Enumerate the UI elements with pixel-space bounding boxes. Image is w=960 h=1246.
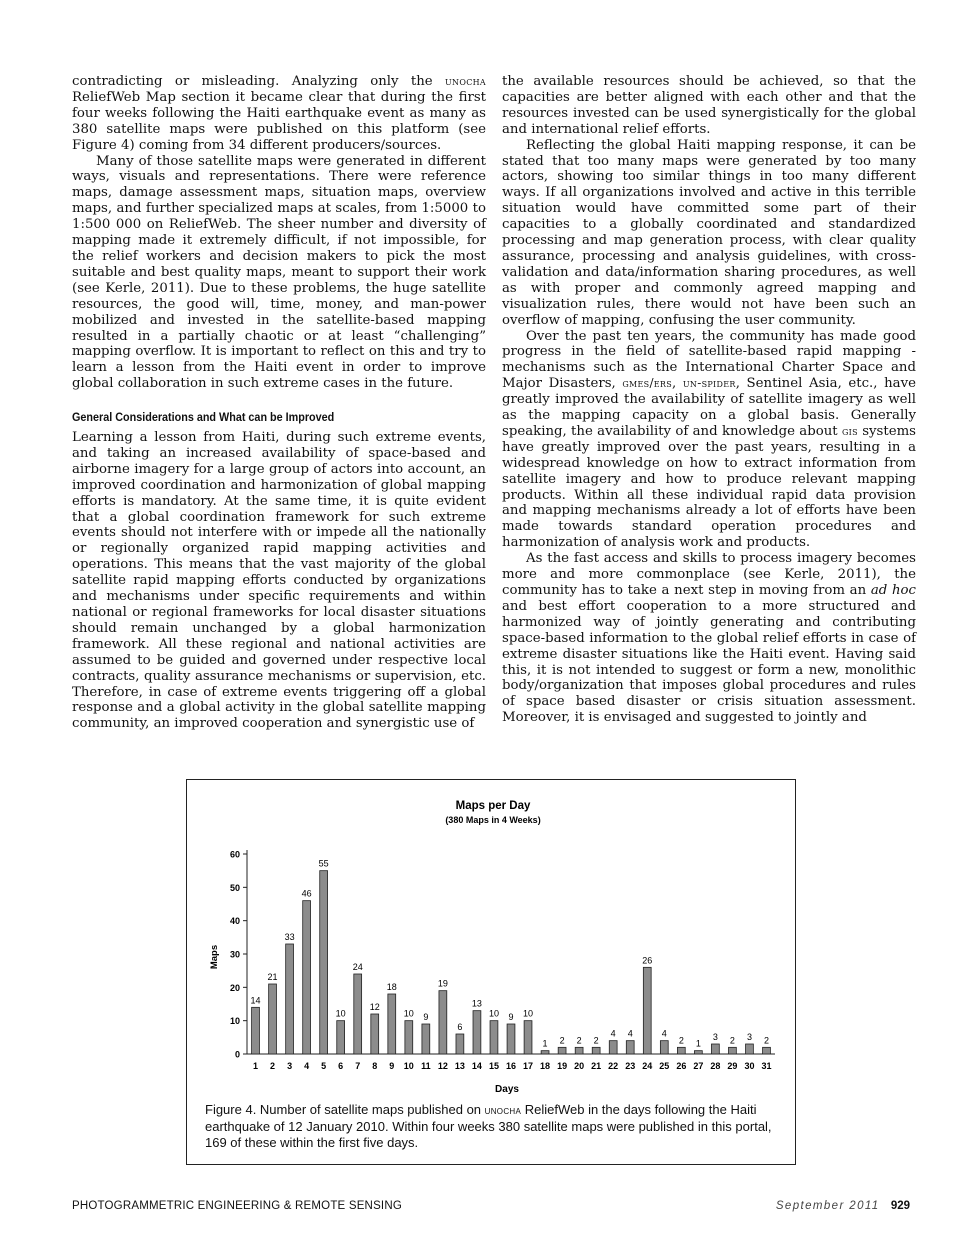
- y-tick-label: 10: [229, 1016, 240, 1027]
- x-tick-label: 28: [710, 1061, 721, 1071]
- bar: [507, 1024, 515, 1054]
- data-label: 10: [488, 1008, 499, 1019]
- x-tick-label: 23: [625, 1061, 636, 1071]
- data-label: 1: [542, 1038, 548, 1049]
- x-tick-label: 4: [304, 1061, 310, 1071]
- bar: [337, 1021, 345, 1054]
- bar: [729, 1047, 737, 1054]
- x-tick-label: 19: [557, 1061, 568, 1071]
- x-tick-label: 15: [488, 1061, 499, 1071]
- bar: [388, 994, 396, 1054]
- data-label: 1: [695, 1038, 701, 1049]
- bar: [456, 1034, 464, 1054]
- x-tick-label: 13: [454, 1061, 465, 1071]
- data-label: 3: [712, 1032, 718, 1042]
- bar: [609, 1041, 617, 1054]
- x-tick-label: 3: [287, 1061, 293, 1071]
- y-tick-label: 30: [229, 949, 240, 960]
- bar: [490, 1021, 498, 1054]
- data-label: 2: [729, 1035, 735, 1046]
- data-label: 3: [746, 1032, 752, 1042]
- x-tick-label: 31: [761, 1061, 772, 1071]
- data-label: 12: [369, 1002, 380, 1012]
- x-tick-label: 26: [676, 1061, 687, 1071]
- bar: [473, 1011, 481, 1054]
- data-label: 18: [386, 982, 397, 992]
- x-tick-label: 22: [608, 1061, 619, 1071]
- bar: [524, 1021, 532, 1054]
- x-tick-label: 10: [403, 1061, 414, 1071]
- bar: [558, 1047, 566, 1054]
- x-tick-label: 25: [659, 1061, 670, 1071]
- journal-name: PHOTOGRAMMETRIC ENGINEERING & REMOTE SENSING: [72, 1200, 402, 1212]
- data-label: 10: [403, 1008, 414, 1019]
- bar: [763, 1047, 771, 1054]
- bar: [575, 1047, 583, 1054]
- data-label: 33: [284, 932, 295, 942]
- data-label: 4: [627, 1028, 633, 1039]
- x-tick-label: 2: [270, 1061, 276, 1071]
- x-tick-label: 18: [540, 1061, 551, 1071]
- x-tick-label: 5: [321, 1061, 327, 1071]
- y-axis-label: Maps: [209, 944, 220, 970]
- data-label: 4: [610, 1028, 616, 1039]
- figure: [186, 779, 796, 1165]
- bar: [643, 967, 651, 1054]
- data-label: 2: [763, 1035, 769, 1046]
- data-label: 10: [335, 1008, 346, 1019]
- bar: [422, 1024, 430, 1054]
- x-tick-label: 1: [253, 1061, 259, 1071]
- x-tick-label: 6: [338, 1061, 344, 1071]
- left-column: [72, 74, 486, 732]
- y-tick-label: 40: [229, 916, 240, 927]
- data-label: 9: [423, 1012, 429, 1022]
- x-tick-label: 16: [505, 1061, 517, 1071]
- x-axis-label: Days: [495, 1084, 519, 1095]
- x-tick-label: 8: [372, 1061, 378, 1071]
- data-label: 10: [523, 1008, 534, 1019]
- page-number: 929: [890, 1200, 910, 1212]
- plot-area: [230, 850, 775, 1072]
- bar: [592, 1047, 600, 1054]
- bar-chart: [187, 780, 794, 1100]
- data-label: 13: [471, 998, 482, 1009]
- bar: [711, 1044, 719, 1054]
- x-tick-label: 9: [389, 1061, 395, 1071]
- right-column: [502, 74, 916, 726]
- paragraph: As the fast access and skills to process imagery becomes more and more commonplace (see Kerle, 2011), the community has to take a next step in moving from an ad hoc and best effort cooperation to a more structured and harmonized way of jointly generating and contributing space-based information to the global relief efforts in case of extreme disaster situations like the Haiti event. Having said this, it is not intended to suggest or form a new, monolithic body/organization that imposes global procedures and rules of space based disaster or crisis situation assessment. Moreover, it is envisaged and suggested to jointly and: [502, 551, 916, 726]
- bar: [746, 1044, 754, 1054]
- data-label: 24: [352, 962, 363, 972]
- bar: [252, 1007, 260, 1054]
- chart-subtitle: (380 Maps in 4 Weeks): [445, 815, 541, 825]
- bar: [626, 1041, 634, 1054]
- bar: [694, 1051, 702, 1054]
- x-tick-label: 17: [523, 1061, 534, 1071]
- y-tick-label: 60: [229, 849, 240, 860]
- paragraph: Many of those satellite maps were generated in different ways, visuals and representations. There were reference maps, damage assessment maps, situation maps, overview maps, and further specialized maps at scales, from 1:5000 to 1:500 000 on ReliefWeb. The sheer number and diversity of mapping made it extremely difficult, if not impossible, for the relief workers and decision makers to pick the most suitable and best quality maps, meant to support their work (see Kerle, 2011). Due to these problems, the huge satellite resources, the good will, time, money, and man-power mobilized and invested in the satellite-based mapping resulted in a partially chaotic or at least “challenging” mapping overflow. It is important to reflect on this and try to learn a lesson from the Haiti event in order to improve global collaboration in such extreme cases in the future.: [72, 153, 486, 392]
- data-label: 9: [508, 1012, 514, 1022]
- figure-caption: Figure 4. Number of satellite maps published on unocha ReliefWeb in the days following the Haiti earthquake of 12 January 2010. Within four weeks 380 satellite maps were published in this portal, 169 of these within the first five days.: [205, 1102, 772, 1150]
- data-label: 55: [318, 858, 329, 869]
- y-tick-label: 20: [229, 982, 240, 993]
- bar: [286, 944, 294, 1054]
- data-label: 26: [642, 955, 653, 966]
- bar: [371, 1014, 379, 1054]
- bar: [660, 1041, 668, 1054]
- data-label: 6: [457, 1022, 463, 1032]
- section-heading: General Considerations and What can be Improved: [72, 410, 335, 425]
- bar: [439, 991, 447, 1054]
- y-tick-label: 0: [234, 1049, 240, 1060]
- data-label: 21: [267, 972, 278, 982]
- paragraph: Reflecting the global Haiti mapping response, it can be stated that too many maps were generated by too many actors, showing too similar things in too many different ways. If all organizations involved and active in this terrible situation would have committed some part of their capacities to a globally coordinated and standardized processing and map generation process, with clear quality assurance, processing and analysis guidelines, with cross-validation and data/information sharing procedures, as well as with proper and commonly agreed mapping and visualization rules, there would not have been such an overflow of mapping, confusing the user community.: [502, 137, 916, 328]
- data-label: 4: [661, 1028, 667, 1039]
- data-label: 2: [559, 1035, 565, 1046]
- x-tick-label: 27: [693, 1061, 704, 1071]
- data-label: 2: [593, 1035, 599, 1046]
- page-footer: [776, 1200, 910, 1212]
- bar: [354, 974, 362, 1054]
- chart-title: Maps per Day: [455, 800, 531, 812]
- bar: [303, 901, 311, 1054]
- bar: [269, 984, 277, 1054]
- x-tick-label: 20: [574, 1061, 585, 1071]
- paragraph: Learning a lesson from Haiti, during such extreme events, and taking an increased availability of space-based and airborne imagery for a large group of actors into account, an improved coordination and harmonization of global mapping efforts is mandatory. At the same time, it is quite evident that a global coordination framework for such extreme events should not interfere with or impede all the nationally or regionally organized rapid mapping activities and operations. This means that the vast majority of the global satellite rapid mapping efforts conducted by organizations and mechanisms under specific requirements and within national or regional frameworks for local disaster situations should remain unchanged by a global harmonization framework. All these regional and national activities are assumed to be guided and governed under respective local contracts, quality assurance mechanisms or supervision, etc. Therefore, in case of extreme events triggering off a global response and a global activity in the global satellite mapping community, an improved cooperation and synergistic use of: [72, 430, 486, 732]
- x-tick-label: 14: [471, 1061, 482, 1071]
- x-tick-label: 24: [642, 1061, 653, 1071]
- paragraph: the available resources should be achieved, so that the capacities are better aligned with each other and that the resources invested can be used synergistically for the global and international relief efforts.: [502, 74, 916, 137]
- data-label: 2: [576, 1035, 582, 1046]
- bar: [677, 1047, 685, 1054]
- x-tick-label: 29: [727, 1061, 738, 1071]
- x-tick-label: 12: [437, 1061, 448, 1071]
- x-tick-label: 7: [355, 1061, 361, 1071]
- paragraph: Over the past ten years, the community has made good progress in the field of satellite-based rapid mapping - mechanisms such as the International Charter Space and Major Disasters, gmes/ers, un-spider, Sentinel Asia, etc., have greatly improved the availability of satellite imagery as well as the mapping capacity on a global basis. Generally speaking, the availability of and knowledge about gis systems have greatly improved over the past years, resulting in a widespread knowledge on how to extract information from satellite imagery and how to produce relevant mapping products. Within all these individual rapid data provision and mapping mechanisms already a lot of efforts have been made towards standard operation procedures and harmonization of analysis work and products.: [502, 328, 917, 551]
- data-label: 46: [301, 888, 312, 899]
- bar: [541, 1051, 549, 1054]
- data-label: 2: [678, 1035, 684, 1046]
- paragraph: contradicting or misleading. Analyzing only the unocha ReliefWeb Map section it became clear that during the first four weeks following the Haiti earthquake event as many as 380 satellite maps were published on this platform (see Figure 4) coming from 34 different producers/sources.: [72, 74, 486, 153]
- data-label: 19: [437, 978, 448, 989]
- y-tick-label: 50: [229, 882, 240, 893]
- bar: [405, 1021, 413, 1054]
- issue-date: September 2011: [775, 1200, 880, 1212]
- x-tick-label: 11: [421, 1061, 431, 1071]
- x-tick-label: 21: [591, 1061, 602, 1071]
- bar: [320, 871, 328, 1054]
- data-label: 14: [250, 995, 261, 1006]
- x-tick-label: 30: [744, 1061, 755, 1071]
